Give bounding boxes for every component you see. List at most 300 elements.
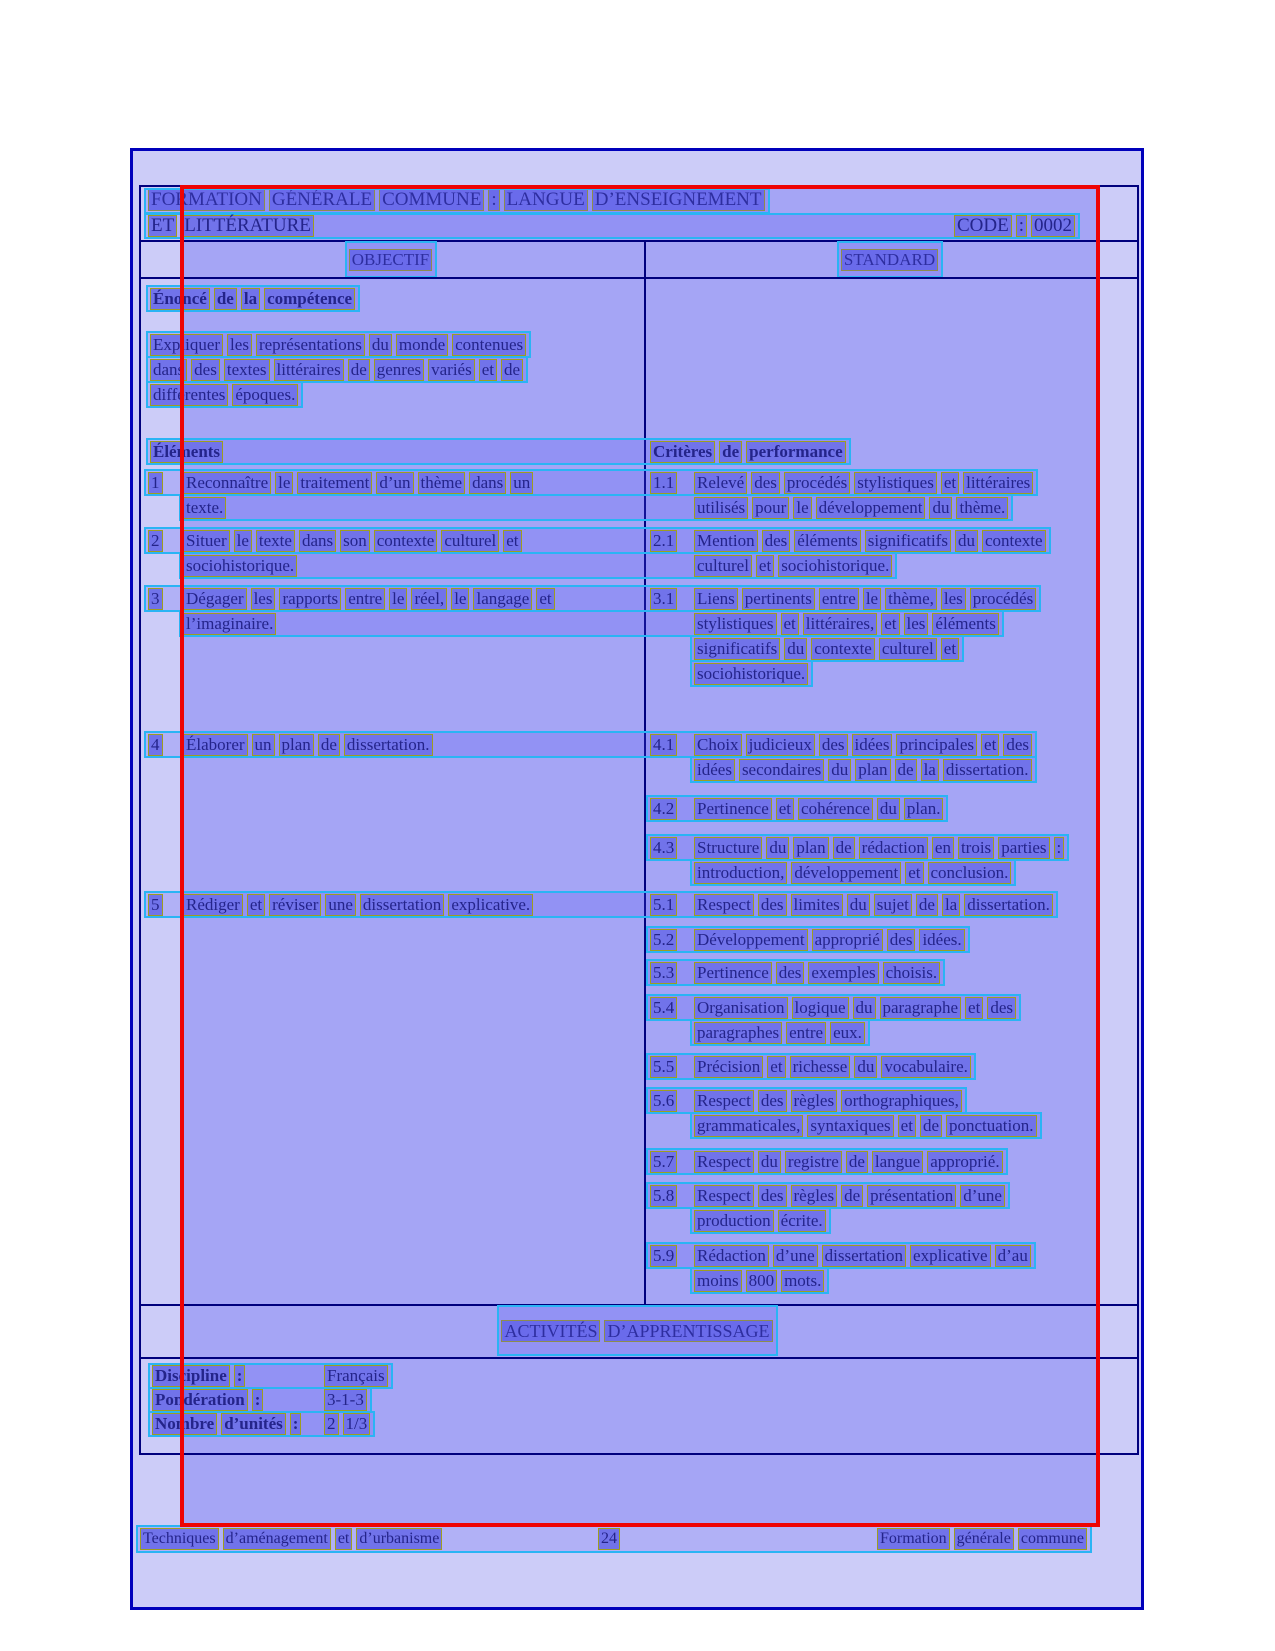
text-line	[141, 357, 1137, 382]
word-box: la	[921, 759, 939, 781]
word-box: logique	[792, 997, 849, 1019]
standard-cell	[644, 960, 1137, 985]
word-box: performance	[746, 441, 845, 463]
standard-cell	[644, 835, 1137, 860]
text-line	[141, 892, 1137, 917]
word-box: Respect	[694, 894, 754, 916]
word-box: explicative	[910, 1245, 991, 1267]
word-box: de	[719, 441, 742, 463]
word-box: ponctuation.	[946, 1115, 1037, 1137]
word-box: contexte	[374, 530, 438, 552]
word-box: Pondération	[152, 1389, 248, 1411]
critere-number	[650, 894, 694, 916]
word-box: mots.	[781, 1270, 824, 1292]
word-box: le	[793, 497, 811, 519]
word-box: de	[895, 759, 917, 781]
critere-number	[650, 1185, 694, 1207]
activities-title	[141, 1306, 1137, 1355]
word-box: des	[751, 472, 780, 494]
standard-cell	[644, 611, 1137, 636]
word-box: 5.8	[650, 1185, 677, 1207]
word-box: des	[191, 359, 220, 381]
word-box: de	[214, 288, 237, 310]
word-box: présentation	[867, 1185, 956, 1207]
word-box: moins	[694, 1270, 742, 1292]
word-box: le	[389, 588, 407, 610]
critere-number	[650, 962, 694, 984]
word-box: dans	[469, 472, 506, 494]
word-box: dans	[150, 359, 187, 381]
word-box: du	[877, 798, 900, 820]
word-box: dissertation.	[344, 734, 433, 756]
word-box: une	[325, 894, 356, 916]
text-line	[141, 1208, 1137, 1233]
word-box: d’au	[995, 1245, 1031, 1267]
standard-cell	[644, 1088, 1137, 1113]
activities-row	[152, 1388, 1137, 1412]
word-box: culturel	[694, 555, 752, 577]
word-box: procédés	[784, 472, 850, 494]
word-box: 1	[148, 472, 163, 494]
critere-number	[650, 837, 694, 859]
word-box: Liens	[694, 588, 738, 610]
standard-cell	[644, 528, 1137, 553]
word-box: Rédiger	[183, 894, 243, 916]
word-box: et	[536, 588, 554, 610]
word-box: D’APPRENTISSAGE	[604, 1320, 772, 1342]
element-number	[148, 472, 183, 494]
critere-number	[650, 734, 694, 756]
word-box: 5.2	[650, 929, 677, 951]
text-line	[141, 1243, 1137, 1268]
text-line	[141, 661, 1137, 686]
word-box: contexte	[811, 638, 875, 660]
word-box: le	[234, 530, 252, 552]
word-box: 5	[148, 894, 163, 916]
word-box: Énoncé	[150, 288, 210, 310]
activity-label	[152, 1412, 305, 1436]
text-line	[141, 553, 1137, 578]
word-box: réviser	[269, 894, 321, 916]
text-line	[141, 995, 1137, 1020]
word-box: générale	[954, 1528, 1014, 1550]
word-box: du	[847, 894, 870, 916]
word-box: des	[987, 997, 1016, 1019]
critere-number	[650, 588, 694, 610]
word-box: règles	[791, 1090, 838, 1112]
course-title-line2	[148, 214, 1133, 238]
text-line	[141, 757, 1137, 782]
standard-cell	[644, 661, 1137, 686]
critere-number	[650, 1245, 694, 1267]
text-line	[141, 439, 1137, 464]
word-box: en	[932, 837, 954, 859]
text-line	[141, 860, 1137, 885]
word-box: Éléments	[150, 441, 223, 463]
line-highlight	[837, 241, 943, 278]
line-highlight	[345, 241, 437, 278]
word-box: GÉNÉRALE	[269, 189, 375, 211]
word-box: 4	[148, 734, 163, 756]
word-box: FORMATION	[148, 189, 265, 211]
word-box: stylistiques	[694, 613, 777, 635]
table-header	[141, 187, 1137, 240]
word-box: 5.7	[650, 1151, 677, 1173]
objectif-cell	[141, 357, 644, 382]
word-box: orthographiques,	[841, 1090, 962, 1112]
word-box: Organisation	[694, 997, 788, 1019]
word-box: 5.6	[650, 1090, 677, 1112]
word-box: approprié.	[927, 1151, 1002, 1173]
word-box: Respect	[694, 1185, 754, 1207]
word-box: Précision	[694, 1056, 763, 1078]
word-box: différentes	[150, 384, 228, 406]
text-line	[141, 586, 1137, 611]
word-box: littéraires	[274, 359, 344, 381]
word-box: des	[758, 1090, 787, 1112]
word-box: développement	[791, 862, 901, 884]
course-title-line1	[148, 189, 1133, 213]
word-box: 2	[148, 530, 163, 552]
word-box: grammaticales,	[694, 1115, 803, 1137]
critere-number	[650, 929, 694, 951]
word-box: Reconnaître	[183, 472, 271, 494]
word-box: d’un	[376, 472, 413, 494]
word-box: plan	[793, 837, 828, 859]
word-box: littéraires,	[803, 613, 877, 635]
word-box: COMMUNE	[379, 189, 484, 211]
word-box: le	[863, 588, 881, 610]
word-box: et	[898, 1115, 916, 1137]
word-box: écrite.	[778, 1210, 826, 1232]
word-box: la	[241, 288, 260, 310]
word-box: D’ENSEIGNEMENT	[592, 189, 765, 211]
word-box: et	[335, 1528, 353, 1550]
word-box: :	[234, 1365, 246, 1387]
word-box: et	[479, 359, 497, 381]
word-box: de	[833, 837, 855, 859]
word-box: des	[758, 894, 787, 916]
word-box: paragraphe	[880, 997, 962, 1019]
word-box: idées	[694, 759, 735, 781]
word-box: :	[290, 1413, 302, 1435]
word-box: thème,	[885, 588, 937, 610]
word-box: rédaction	[859, 837, 928, 859]
word-box: exemples	[808, 962, 878, 984]
word-box: 5.3	[650, 962, 677, 984]
word-box: et	[247, 894, 265, 916]
word-box: Situer	[183, 530, 230, 552]
word-box: du	[828, 759, 851, 781]
word-box: idées.	[919, 929, 964, 951]
standard-cell	[644, 927, 1137, 952]
word-box: approprié	[812, 929, 883, 951]
word-box: sujet	[874, 894, 912, 916]
word-box: dissertation.	[964, 894, 1053, 916]
column-header-standard	[646, 242, 1137, 277]
text-line	[141, 528, 1137, 553]
standard-cell	[644, 860, 1137, 885]
word-box: genres	[374, 359, 424, 381]
word-box: LITTÉRATURE	[181, 215, 314, 237]
word-box: texte.	[183, 497, 226, 519]
word-box: un	[510, 472, 533, 494]
table-body	[141, 279, 1137, 1304]
text-line	[141, 1088, 1137, 1113]
word-box: thème.	[956, 497, 1008, 519]
word-box: richesse	[790, 1056, 851, 1078]
standard-cell	[644, 439, 1137, 464]
word-box: de	[841, 1185, 863, 1207]
critere-number	[650, 530, 694, 552]
word-box: et	[776, 798, 794, 820]
word-box: entre	[819, 588, 859, 610]
word-box: :	[1054, 837, 1065, 859]
standard-cell	[644, 796, 1137, 821]
text-line	[141, 927, 1137, 952]
standard-cell	[644, 1268, 1137, 1293]
word-box: le	[275, 472, 293, 494]
word-box: un	[252, 734, 275, 756]
word-box: traitement	[297, 472, 372, 494]
word-box: dans	[299, 530, 336, 552]
word-box: conclusion.	[928, 862, 1012, 884]
objectif-cell	[141, 586, 644, 611]
word-box: du	[929, 497, 952, 519]
standard-cell	[644, 553, 1137, 578]
objectif-cell	[141, 286, 644, 311]
text-line	[141, 960, 1137, 985]
word-box: limites	[791, 894, 843, 916]
document-page	[130, 148, 1144, 1610]
word-box: CODE	[954, 215, 1012, 237]
word-box: d’une	[960, 1185, 1005, 1207]
word-box: et	[965, 997, 983, 1019]
word-box: dissertation	[360, 894, 444, 916]
course-code	[954, 214, 1079, 238]
standard-cell	[644, 586, 1137, 611]
word-box: 0002	[1031, 215, 1075, 237]
word-box: du	[369, 334, 392, 356]
word-box: le	[451, 588, 469, 610]
standard-cell	[644, 1113, 1137, 1138]
standard-cell	[644, 757, 1137, 782]
word-box: utilisés	[694, 497, 748, 519]
objectif-cell	[141, 495, 644, 520]
word-box: production	[694, 1210, 774, 1232]
critere-number	[650, 1056, 694, 1078]
word-box: explicative.	[448, 894, 533, 916]
word-box: plan	[855, 759, 890, 781]
word-box: des	[819, 734, 848, 756]
line-highlight	[144, 188, 770, 214]
text-line	[141, 796, 1137, 821]
word-box: OBJECTIF	[349, 249, 432, 271]
footer-page-number	[598, 1526, 624, 1552]
word-box: syntaxiques	[807, 1115, 893, 1137]
word-box: Discipline	[152, 1365, 230, 1387]
word-box: de	[846, 1151, 868, 1173]
word-box: contenues	[452, 334, 526, 356]
word-box: 4.3	[650, 837, 677, 859]
activity-label	[152, 1364, 249, 1388]
word-box: des	[887, 929, 916, 951]
word-box: du	[766, 837, 789, 859]
word-box: Formation	[877, 1528, 950, 1550]
word-box: 5.5	[650, 1056, 677, 1078]
word-box: 4.1	[650, 734, 677, 756]
course-table	[139, 185, 1139, 1455]
word-box: de	[318, 734, 340, 756]
objectif-cell	[141, 611, 644, 636]
element-number	[148, 734, 183, 756]
word-box: des	[1003, 734, 1032, 756]
word-box: Pertinence	[694, 798, 772, 820]
word-box: choisis.	[883, 962, 940, 984]
word-box: Expliquer	[150, 334, 223, 356]
word-box: 24	[598, 1528, 620, 1550]
text-line	[141, 286, 1137, 311]
text-line	[141, 1268, 1137, 1293]
text-line	[141, 1149, 1137, 1174]
word-box: 2.1	[650, 530, 677, 552]
word-box: Respect	[694, 1151, 754, 1173]
word-box: littéraires	[963, 472, 1033, 494]
text-line	[141, 1113, 1137, 1138]
word-box: ACTIVITÉS	[501, 1320, 600, 1342]
text-line	[141, 382, 1137, 407]
word-box: Dégager	[183, 588, 247, 610]
word-box: paragraphes	[694, 1022, 782, 1044]
word-box: Techniques	[140, 1528, 219, 1550]
activity-value	[324, 1388, 371, 1412]
word-box: secondaires	[739, 759, 824, 781]
word-box: la	[942, 894, 960, 916]
word-box: Français	[324, 1365, 388, 1387]
word-box: 5.1	[650, 894, 677, 916]
word-box: Mention	[694, 530, 758, 552]
activity-value	[324, 1412, 374, 1436]
text-line	[141, 611, 1137, 636]
text-line	[141, 495, 1137, 520]
word-box: sociohistorique.	[183, 555, 297, 577]
footer-line	[139, 1526, 1139, 1552]
word-box: époques.	[232, 384, 298, 406]
word-box: idées	[852, 734, 893, 756]
word-box: Rédaction	[694, 1245, 769, 1267]
standard-cell	[644, 1208, 1137, 1233]
word-box: monde	[396, 334, 448, 356]
word-box: sociohistorique.	[694, 663, 808, 685]
standard-cell	[644, 1054, 1137, 1079]
word-box: de	[916, 894, 938, 916]
word-box: des	[762, 530, 791, 552]
word-box: STANDARD	[841, 249, 938, 271]
critere-number	[650, 472, 694, 494]
element-number	[148, 530, 183, 552]
word-box: culturel	[441, 530, 499, 552]
word-box: et	[781, 613, 799, 635]
word-box: Pertinence	[694, 962, 772, 984]
standard-cell	[644, 892, 1137, 917]
word-box: 800	[746, 1270, 778, 1292]
word-box: variés	[428, 359, 475, 381]
word-box: plan	[279, 734, 314, 756]
word-box: 1.1	[650, 472, 677, 494]
word-box: :	[1016, 215, 1027, 237]
word-box: rapports	[279, 588, 341, 610]
word-box: réel,	[411, 588, 447, 610]
word-box: vocabulaire.	[881, 1056, 971, 1078]
objectif-cell	[141, 553, 644, 578]
word-box: sociohistorique.	[778, 555, 892, 577]
word-box: des	[776, 962, 805, 984]
activities-rows	[152, 1364, 1137, 1436]
word-box: parties	[998, 837, 1049, 859]
standard-cell	[644, 636, 1137, 661]
word-box: éléments	[932, 613, 998, 635]
standard-cell	[644, 1149, 1137, 1174]
word-box: plan.	[904, 798, 944, 820]
activity-value	[324, 1364, 392, 1388]
word-box: Élaborer	[183, 734, 248, 756]
word-box: des	[758, 1185, 787, 1207]
word-box: dissertation	[822, 1245, 906, 1267]
word-box: langage	[473, 588, 532, 610]
word-box: registre	[785, 1151, 842, 1173]
word-box: du	[854, 1056, 877, 1078]
word-box: 3	[148, 588, 163, 610]
text-line	[141, 332, 1137, 357]
word-box: son	[340, 530, 370, 552]
word-box: d’urbanisme	[356, 1528, 442, 1550]
word-box: pour	[752, 497, 789, 519]
word-box: les	[227, 334, 252, 356]
word-box: introduction,	[694, 862, 787, 884]
element-number	[148, 588, 183, 610]
word-box: Développement	[694, 929, 808, 951]
critere-number	[650, 798, 694, 820]
word-box: d’unités	[221, 1413, 286, 1435]
word-box: du	[758, 1151, 781, 1173]
footer-left	[140, 1526, 446, 1552]
text-line	[141, 1054, 1137, 1079]
text-line	[141, 1020, 1137, 1045]
word-box: règles	[791, 1185, 838, 1207]
objectif-cell	[141, 470, 644, 495]
word-box: de	[348, 359, 370, 381]
word-box: significatifs	[865, 530, 951, 552]
standard-cell	[644, 732, 1137, 757]
word-box: procédés	[970, 588, 1036, 610]
table-rule	[141, 1357, 1137, 1359]
standard-cell	[644, 1020, 1137, 1045]
objectif-cell	[141, 382, 644, 407]
word-box: trois	[958, 837, 994, 859]
line-highlight	[497, 1305, 777, 1356]
word-box: 3.1	[650, 588, 677, 610]
word-box: 4.2	[650, 798, 677, 820]
word-box: 2	[324, 1413, 339, 1435]
objectif-cell	[141, 892, 644, 917]
word-box: ET	[148, 215, 177, 237]
standard-cell	[644, 1243, 1137, 1268]
word-box: du	[853, 997, 876, 1019]
word-box: développement	[816, 497, 926, 519]
text-line	[141, 1183, 1137, 1208]
word-box: Structure	[694, 837, 762, 859]
word-box: 5.9	[650, 1245, 677, 1267]
